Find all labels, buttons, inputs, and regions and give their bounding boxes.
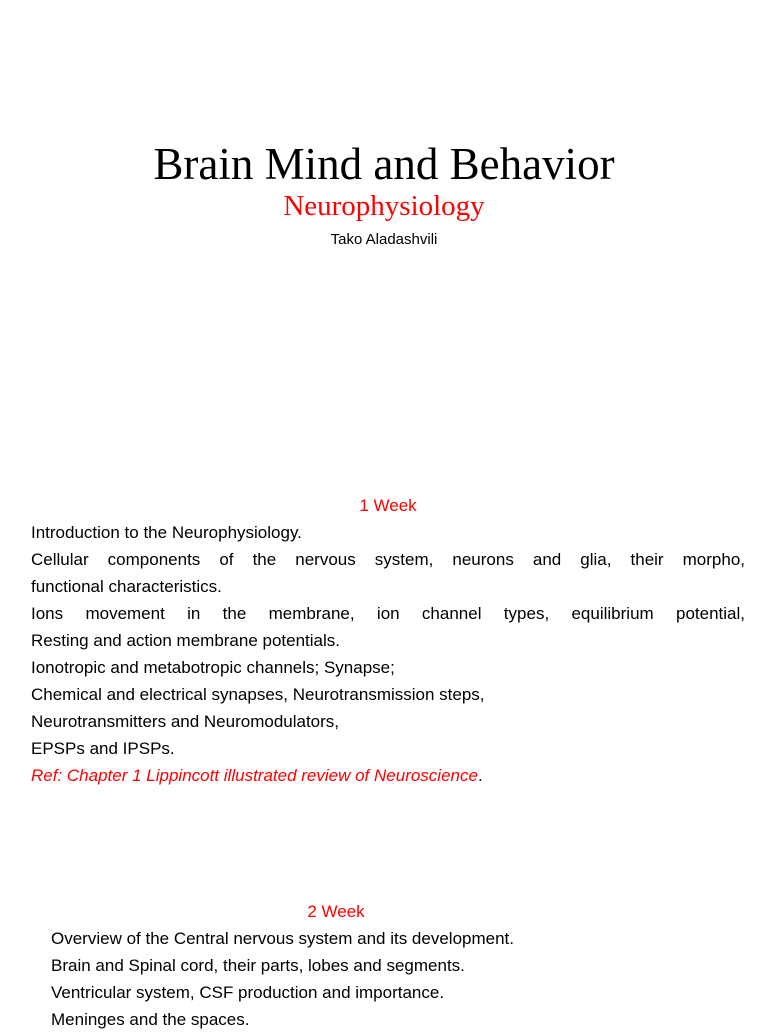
author-name: Tako Aladashvili — [330, 231, 438, 248]
list-item: Meninges and the spaces. — [51, 1010, 250, 1029]
list-item: EPSPs and IPSPs. — [31, 739, 175, 758]
page-title: Brain Mind and Behavior — [153, 139, 615, 189]
list-item: Introduction to the Neurophysiology. — [31, 523, 302, 542]
list-item: Ions movement in the membrane, ion channel types, equilibrium potential, — [31, 604, 745, 623]
list-item: Brain and Spinal cord, their parts, lobes and segments. — [51, 956, 465, 975]
list-item: Resting and action membrane potentials. — [31, 631, 341, 650]
list-item: Cellular components of the nervous system, neurons and glia, their morpho, — [31, 550, 745, 569]
list-item: Neurotransmitters and Neuromodulators, — [31, 712, 340, 731]
list-item: Ventricular system, CSF production and importance. — [51, 983, 445, 1002]
list-item: Overview of the Central nervous system and its development. — [51, 929, 514, 948]
week-heading: 2 Week — [307, 902, 365, 921]
list-item: Chemical and electrical synapses, Neurotransmission steps, — [31, 685, 485, 704]
reference-text: Ref: Chapter 1 Lippincott illustrated review of Neuroscience — [31, 766, 478, 785]
reference-period: . — [477, 766, 483, 785]
reference-line — [31, 762, 745, 789]
week-heading: 1 Week — [359, 496, 417, 515]
week-1-section — [31, 492, 745, 789]
list-item: Ionotropic and metabotropic channels; Synapse; — [31, 658, 395, 677]
page-subtitle: Neurophysiology — [283, 190, 485, 222]
week-2-section — [51, 898, 661, 1033]
list-item: functional characteristics. — [31, 577, 222, 596]
